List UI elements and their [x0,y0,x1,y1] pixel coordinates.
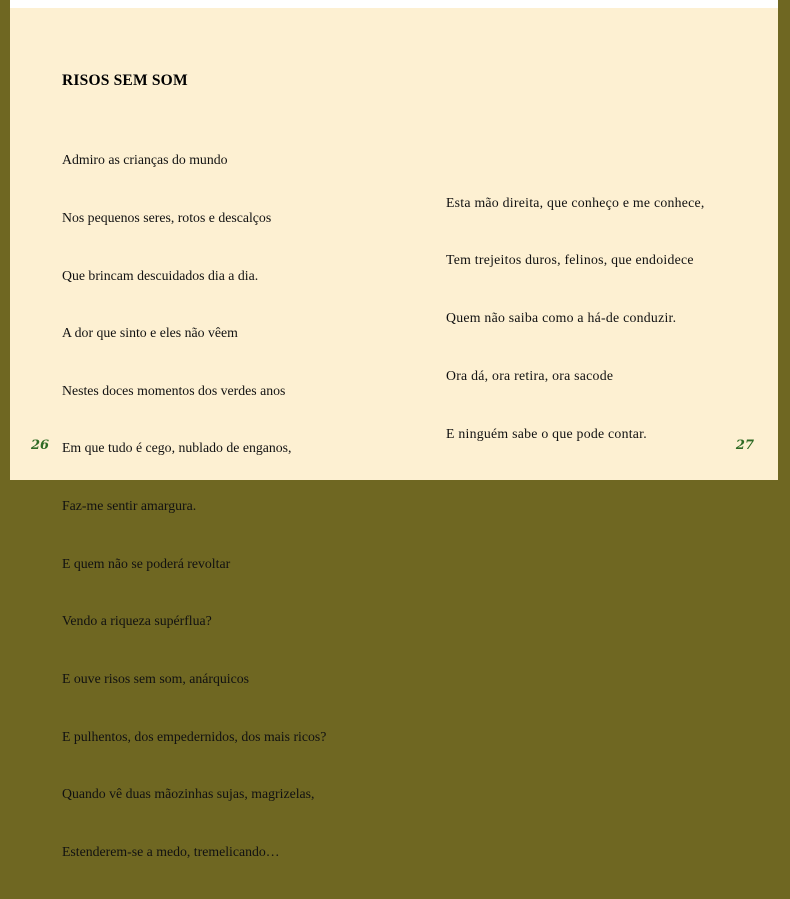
poem-line: Quem não saiba como a há-de conduzir. [446,310,677,326]
poem-line: Vendo a riqueza supérflua? [62,613,212,629]
poem-line: Quando vê duas mãozinhas sujas, magrizelas, [62,786,315,802]
poem-line: Faz-me sentir amargura. [62,498,197,514]
right-page-content [446,154,766,482]
poem-line: Estenderem-se a medo, tremelicando… [62,843,280,859]
book-spread [10,8,778,859]
poem-line: Ora dá, ora retira, ora sacode [446,368,614,384]
poem-line: E quem não se poderá revoltar [62,555,231,571]
poem-stanza-left [62,112,422,899]
poem-line: E ninguém sabe o que pode contar. [446,426,647,442]
poem-line: Esta mão direita, que conheço e me conhece, [446,194,705,210]
top-edge [0,0,790,8]
poem-title: RISOS SEM SOM [62,72,188,89]
top-edge-left [0,0,10,8]
top-edge-right [778,0,790,8]
page-number-left: 26 [31,438,50,453]
page-number-right: 27 [735,438,754,453]
left-page-content [62,72,422,899]
poem-line: Em que tudo é cego, nublado de enganos, [62,440,292,456]
poem-line: A dor que sinto e eles não vêem [62,325,238,341]
poem-line: Tem trejeitos duros, felinos, que endoidece [446,252,694,268]
poem-line: Nestes doces momentos dos verdes anos [62,382,286,398]
poem-line: E ouve risos sem som, anárquicos [62,670,249,686]
poem-line: Nos pequenos seres, rotos e descalços [62,210,272,226]
poem-line: Que brincam descuidados dia a dia. [62,267,259,283]
poem-stanza-right [446,154,766,482]
poem-line: Admiro as crianças do mundo [62,152,228,168]
poem-line: E pulhentos, dos empedernidos, dos mais ricos? [62,728,327,744]
